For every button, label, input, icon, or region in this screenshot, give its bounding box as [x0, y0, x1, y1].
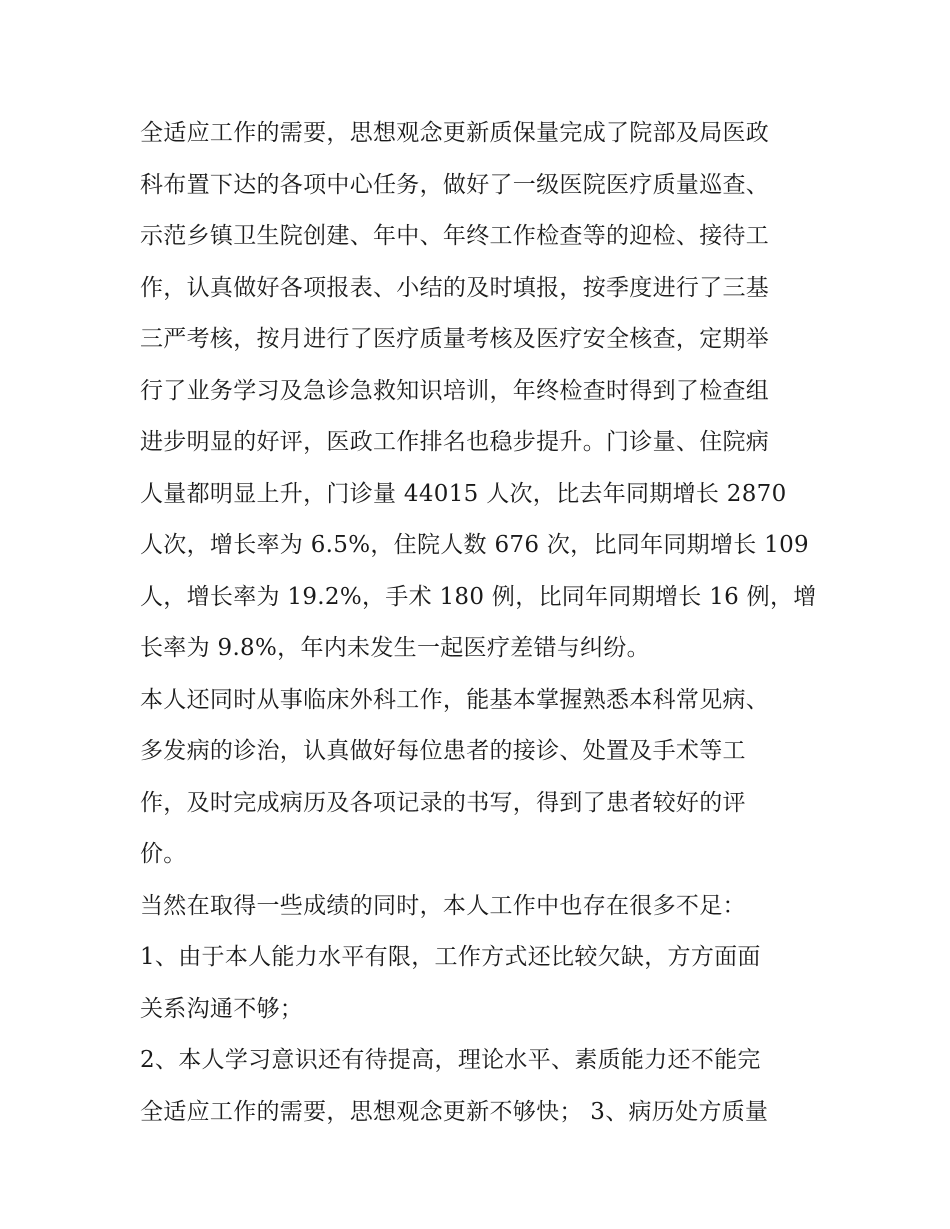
- text-line: 本人还同时从事临床外科工作，能基本掌握熟悉本科常见病、: [140, 686, 770, 713]
- text-line: 长率为 9.8%，年内未发生一起医疗差错与纠纷。: [140, 635, 650, 661]
- text-line: 作，及时完成病历及各项记录的书写，得到了患者较好的评: [140, 789, 746, 816]
- text-line: 2、本人学习意识还有待提高，理论水平、素质能力还不能完: [140, 1047, 761, 1073]
- text-line: 科布置下达的各项中心任务，做好了一级医院医疗质量巡查、: [140, 171, 770, 198]
- text-line: 当然在取得一些成绩的同时，本人工作中也存在很多不足：: [140, 892, 746, 919]
- text-line: 全适应工作的需要，思想观念更新不够快； 3、病历处方质量: [140, 1098, 769, 1125]
- text-line: 作，认真做好各项报表、小结的及时填报，按季度进行了三基: [140, 274, 770, 301]
- text-line: 人，增长率为 19.2%，手术 180 例，比同年同期增长 16 例，增: [140, 583, 817, 610]
- text-line: 多发病的诊治，认真做好每位患者的接诊、处置及手术等工: [140, 738, 746, 764]
- text-line: 人次，增长率为 6.5%，住院人数 676 次，比同年同期增长 109: [140, 532, 809, 558]
- body-text: [140, 108, 820, 1138]
- text-line: 1、由于本人能力水平有限，工作方式还比较欠缺，方方面面: [140, 944, 761, 970]
- text-line: 三严考核，按月进行了医疗质量考核及医疗安全核查，定期举: [140, 326, 770, 352]
- text-line: 价。: [140, 841, 187, 867]
- text-line: 进步明显的好评，医政工作排名也稳步提升。门诊量、住院病: [140, 429, 770, 455]
- text-line: 全适应工作的需要，思想观念更新质保量完成了院部及局医政: [140, 120, 770, 146]
- text-line: 关系沟通不够；: [140, 995, 304, 1022]
- text-line: 行了业务学习及急诊急救知识培训，年终检查时得到了检查组: [140, 377, 770, 404]
- text-line: 人量都明显上升，门诊量 44015 人次，比去年同期增长 2870: [140, 480, 787, 507]
- text-line: 示范乡镇卫生院创建、年中、年终工作检查等的迎检、接待工: [140, 223, 770, 249]
